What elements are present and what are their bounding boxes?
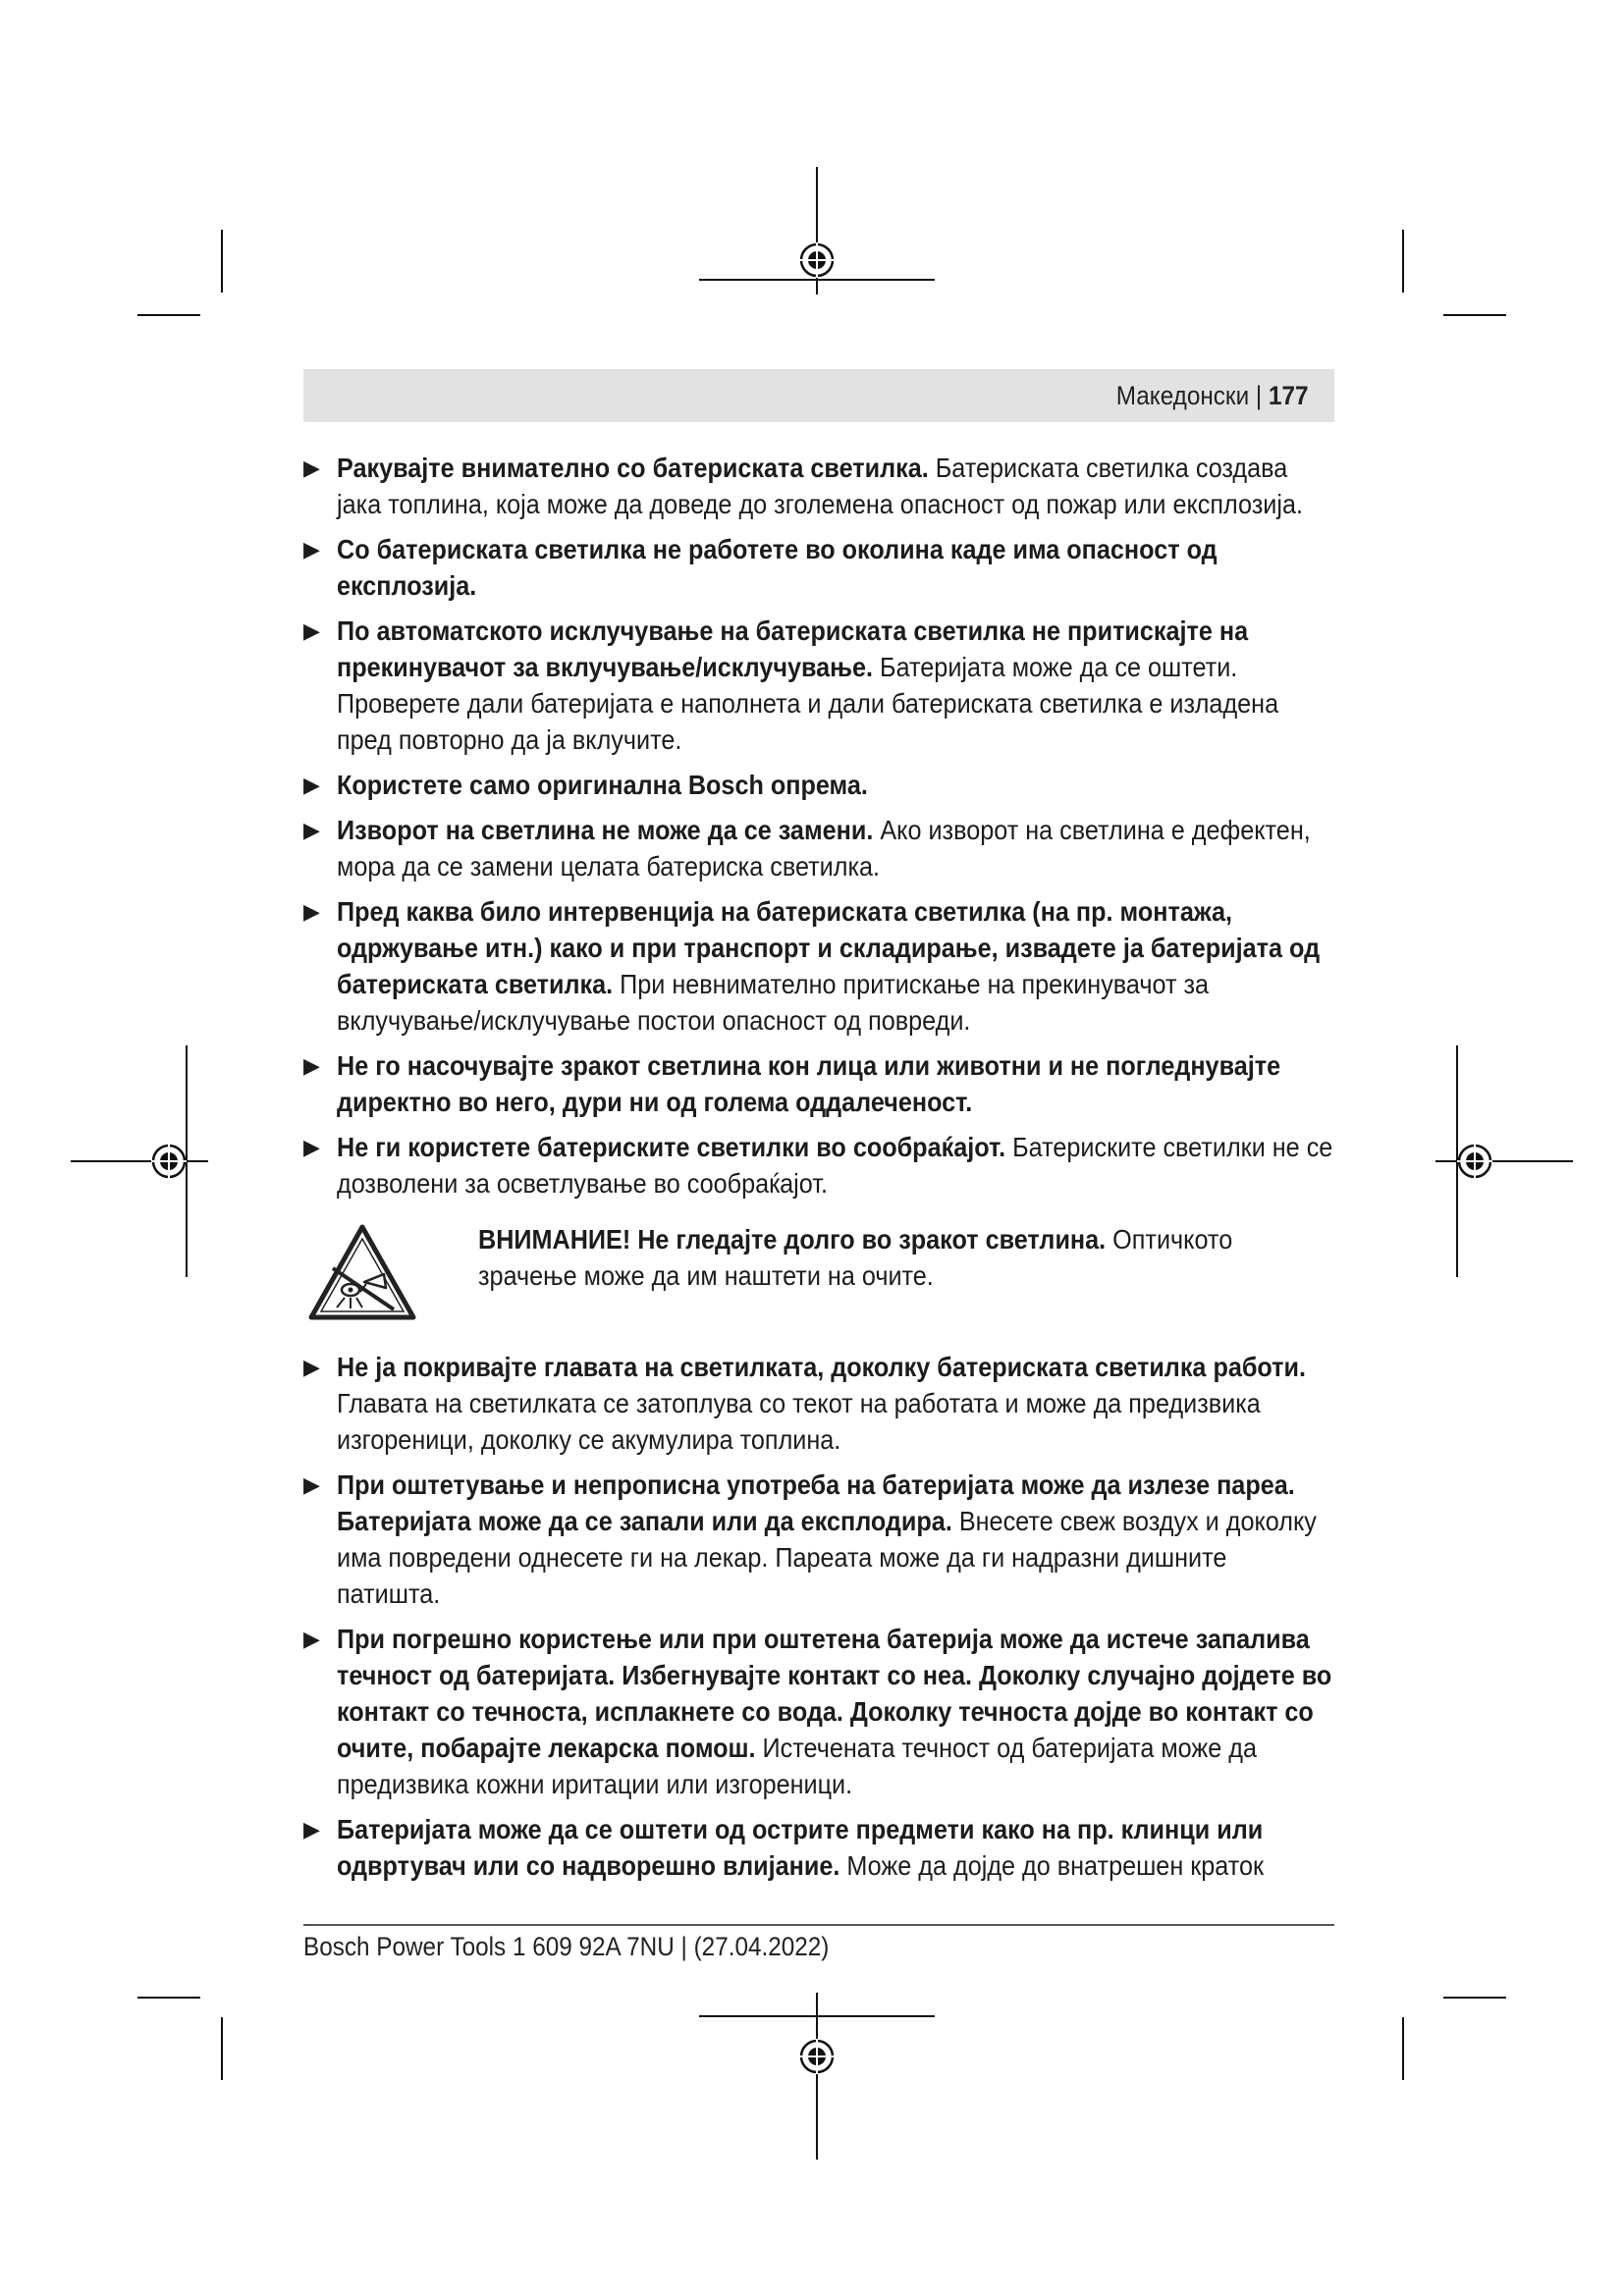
list-item (303, 1349, 1334, 1458)
list-item (303, 1621, 1334, 1802)
header-separator: | (1256, 381, 1263, 410)
crop-mark (1402, 2017, 1404, 2080)
item-bold-text: При погрешно користење или при оштетена батерија може да истече запалива течност од батеријата. Избегнувајте контакт со неа. Доколку случајно дојдете во контакт со течноста, исплакнете со вода. Доколку течноста дојде во контакт со очите, побарајте лекарска помош. (337, 1624, 1332, 1763)
registration-mark-bottom (699, 1993, 935, 2160)
warning-text: Оптичкото зрачење може да им наштети на очите. (478, 1224, 1233, 1291)
registration-mark-left (71, 1045, 208, 1277)
list-item (303, 893, 1334, 1039)
item-bold-text: При оштетување и непрописна употреба на батеријата може да излезе пареа. Батеријата може да се запали или да експлодира. (337, 1469, 1295, 1536)
header-language: Македонски (1116, 381, 1250, 410)
footer-text: Bosch Power Tools 1 609 92A 7NU | (27.04.2022) (303, 1932, 830, 1961)
bullet-arrow-icon: ▶ (303, 1817, 320, 1842)
crop-mark (1443, 1997, 1506, 1999)
crop-mark (1402, 230, 1404, 293)
item-bold-text: Не го насочувајте зракот светлина кон лица или животни и не погледнувајте директно во него, дури ни од голема оддалеченост. (337, 1050, 1281, 1117)
bullet-arrow-icon: ▶ (303, 773, 320, 797)
crop-mark (1443, 314, 1506, 316)
page-number: 177 (1269, 381, 1309, 410)
bullet-arrow-icon: ▶ (303, 618, 320, 643)
item-bold-text: Не ја покривајте главата на светилката, доколку батериската светилка работи. (337, 1352, 1307, 1382)
item-text: Внесете свеж воздух и доколку има повредени однесете ги на лекар. Пареата може да ги надразни дишните патишта. (337, 1506, 1317, 1609)
list-item (303, 531, 1334, 604)
crop-mark (221, 2017, 223, 2080)
list-item (303, 767, 1334, 803)
item-text: Батеријата може да се оштети. Проверете дали батеријата е наполнета и дали батериската светилка е изладена пред повторно да ја вклучите. (337, 652, 1279, 755)
crop-mark (137, 1997, 200, 1999)
page-header (303, 369, 1334, 422)
crop-mark (137, 314, 200, 316)
item-text: При невнимателно притискање на прекинувачот за вклучување/исклучување постои опасност од повреди. (337, 969, 1210, 1036)
crop-mark (221, 230, 223, 293)
safety-instructions (303, 450, 1334, 1893)
item-text: Батериската светилка создава јака топлина, која може да доведе до зголемена опасност од пожар или експлозија. (337, 453, 1303, 519)
footer-rule (303, 1924, 1334, 1926)
item-text: Истечената течност од батеријата може да предизвика кожни иритации или изгореници. (337, 1733, 1257, 1799)
registration-mark-right (1435, 1045, 1573, 1277)
list-item (303, 1467, 1334, 1612)
item-bold-text: Со батериската светилка не работете во околина каде има опасност од експлозија. (337, 534, 1218, 601)
item-text: Главата на светилката се затоплува со текот на работата и може да предизвика изгореници, доколку се акумулира топлина. (337, 1388, 1261, 1455)
list-item (303, 812, 1334, 884)
bullet-arrow-icon: ▶ (303, 1135, 320, 1159)
list-item (303, 450, 1334, 522)
list-item (303, 613, 1334, 758)
header-text (1116, 379, 1309, 412)
item-text: Ако изворот на светлина е дефектен, мора да се замени целата батериска светилка. (337, 815, 1311, 881)
item-text: Може да дојде до внатрешен краток (839, 1850, 1265, 1881)
bullet-arrow-icon: ▶ (303, 1627, 320, 1651)
warning-block (303, 1221, 1334, 1327)
item-bold-text: Не ги користете батериските светилки во сообраќајот. (337, 1132, 1006, 1162)
warning-bold-text: ВНИМАНИЕ! Не гледајте долго во зракот светлина. (478, 1224, 1107, 1255)
bullet-arrow-icon: ▶ (303, 899, 320, 924)
bullet-arrow-icon: ▶ (303, 455, 320, 480)
bullet-arrow-icon: ▶ (303, 1355, 320, 1379)
list-item (303, 1047, 1334, 1120)
registration-mark-top (699, 167, 935, 294)
bullet-arrow-icon: ▶ (303, 537, 320, 561)
item-bold-text: Батеријата може да се оштети од острите предмети како на пр. клинци или одвртувач или со надворешно влијание. (337, 1814, 1264, 1881)
item-text: Батериските светилки не се дозволени за осветлување во сообраќајот. (337, 1132, 1333, 1199)
item-bold-text: Ракувајте внимателно со батериската светилка. (337, 453, 929, 483)
list-item (303, 1129, 1334, 1201)
bullet-arrow-icon: ▶ (303, 1053, 320, 1078)
list-item (303, 1811, 1334, 1884)
item-bold-text: По автоматското исклучување на батериската светилка не притискајте на прекинувачот за вклучување/исклучување. (337, 615, 1249, 682)
item-bold-text: Пред каква било интервенција на батериската светилка (на пр. монтажа, одржување итн.) како и при транспорт и складирање, извадете ја батеријата од батериската светилка. (337, 896, 1321, 999)
bullet-arrow-icon: ▶ (303, 818, 320, 842)
item-bold-text: Изворот на светлина не може да се замени. (337, 815, 874, 845)
item-bold-text: Користете само оригинална Bosch опрема. (337, 770, 868, 800)
bullet-arrow-icon: ▶ (303, 1472, 320, 1497)
no-looking-into-light-icon (307, 1223, 417, 1321)
